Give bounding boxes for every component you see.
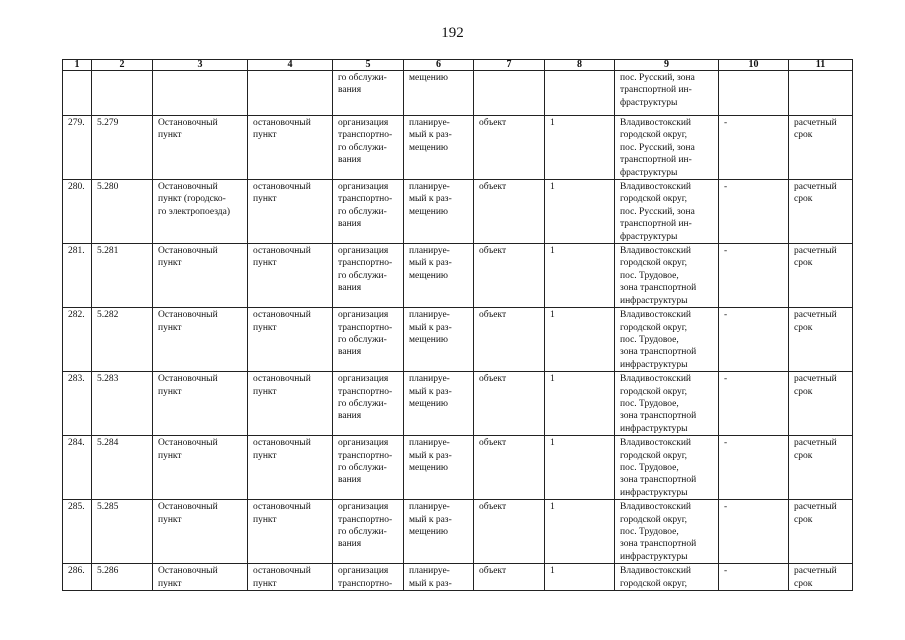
column-header: 1 [63,60,92,71]
column-header: 9 [615,60,719,71]
table-cell [789,71,853,116]
table-cell [615,500,719,564]
status-text: планируе- мый к раз- мещению [409,118,452,153]
location-text: Владивостокский городской округ, пос. Трудовое, зона транспортной инфраструктуры [620,310,697,370]
table-cell [333,244,404,308]
table-cell [615,244,719,308]
table-cell [92,244,153,308]
implementation-period-text: расчетный срок [794,438,837,461]
item-code-text: 5.286 [97,566,119,577]
implementation-period-text: расчетный срок [794,310,837,333]
table-cell [248,564,333,591]
table-cell [789,180,853,244]
table-cell [789,500,853,564]
table-cell [63,564,92,591]
column-header: 11 [789,60,853,71]
implementation-period-text: расчетный срок [794,246,837,269]
table-cell [404,180,474,244]
purpose-text: организация транспортно- го обслужи- вания [338,246,393,294]
item-code-text: 5.285 [97,502,119,513]
table-cell [153,71,248,116]
characteristics-text: - [724,310,728,321]
table-cell [615,71,719,116]
table-cell [92,308,153,372]
table-row [63,436,853,500]
table-cell [615,308,719,372]
table-row [63,180,853,244]
location-text: Владивостокский городской округ, пос. Трудовое, зона транспортной инфраструктуры [620,246,697,306]
table-cell [333,71,404,116]
item-code-text: 5.279 [97,118,119,128]
location-text: пос. Русский, зона транспортной ин- фраструктуры [620,73,695,108]
table-cell [153,308,248,372]
quantity-text: 1 [550,502,555,513]
table-cell [153,372,248,436]
column-header: 6 [404,60,474,71]
purpose-text: организация транспортно- го обслужи- вания [338,502,393,550]
table-cell [333,308,404,372]
table-cell [248,244,333,308]
table-cell [92,180,153,244]
object-name-text: Остановочный пункт [158,438,218,461]
table-cell [474,180,545,244]
table-cell [248,500,333,564]
table-cell [153,244,248,308]
table-cell [333,116,404,180]
object-type-text: остановочный пункт [253,502,311,525]
status-text: мещению [409,73,449,83]
table-cell [545,71,615,116]
table-cell [153,436,248,500]
table-cell [153,500,248,564]
table-cell [474,436,545,500]
quantity-text: 1 [550,310,555,321]
table-cell [719,436,789,500]
unit-text: объект [479,502,507,513]
table-cell [333,372,404,436]
table-row [63,71,853,116]
column-header: 8 [545,60,615,71]
data-table [62,59,853,591]
table-cell [474,308,545,372]
status-text: планируе- мый к раз- мещению [409,182,452,217]
object-type-text: остановочный пункт [253,566,311,589]
table-cell [545,244,615,308]
table-cell [63,116,92,180]
table-cell [615,436,719,500]
object-name-text: Остановочный пункт (городско- го электропоезда) [158,182,230,217]
table-cell [153,564,248,591]
quantity-text: 1 [550,246,555,257]
object-name-text: Остановочный пункт [158,118,218,141]
table-cell [92,436,153,500]
table-cell [333,564,404,591]
column-header: 4 [248,60,333,71]
table-cell [545,308,615,372]
item-code-text: 5.280 [97,182,119,193]
table-cell [404,308,474,372]
table-cell [545,564,615,591]
row-number-text: 281. [68,246,85,257]
table-cell [615,116,719,180]
table-cell [789,564,853,591]
object-name-text: Остановочный пункт [158,374,218,397]
status-text: планируе- мый к раз- мещению [409,374,452,409]
table-cell [545,372,615,436]
table-cell [248,180,333,244]
item-code-text: 5.281 [97,246,119,257]
characteristics-text: - [724,502,728,513]
column-header: 3 [153,60,248,71]
unit-text: объект [479,310,507,321]
implementation-period-text: расчетный срок [794,118,837,141]
table-cell [63,244,92,308]
object-type-text: остановочный пункт [253,118,311,141]
table-cell [404,564,474,591]
characteristics-text: - [724,374,728,385]
table-cell [404,71,474,116]
column-header: 5 [333,60,404,71]
table-cell [404,500,474,564]
status-text: планируе- мый к раз- [409,566,452,589]
table-cell [248,308,333,372]
table-cell [248,116,333,180]
table-cell [615,180,719,244]
purpose-text: организация транспортно- го обслужи- вания [338,438,393,486]
table-cell [545,116,615,180]
item-code-text: 5.283 [97,374,119,385]
location-text: Владивостокский городской округ, пос. Трудовое, зона транспортной инфраструктуры [620,374,697,434]
quantity-text: 1 [550,438,555,449]
table-cell [63,71,92,116]
table-cell [719,500,789,564]
table-cell [153,180,248,244]
characteristics-text: - [724,246,728,257]
table-row [63,116,853,180]
table-cell [92,564,153,591]
table-cell [404,372,474,436]
unit-text: объект [479,246,507,257]
purpose-text: го обслужи- вания [338,73,387,96]
object-name-text: Остановочный пункт [158,566,218,589]
quantity-text: 1 [550,566,555,577]
table-row [63,372,853,436]
table-cell [719,244,789,308]
table-cell [63,500,92,564]
table-cell [719,180,789,244]
row-number-text: 283. [68,374,85,385]
table-cell [92,372,153,436]
table-cell [333,436,404,500]
table-cell [719,564,789,591]
table-cell [153,116,248,180]
location-text: Владивостокский городской округ, пос. Трудовое, зона транспортной инфраструктуры [620,502,697,562]
unit-text: объект [479,438,507,449]
object-type-text: остановочный пункт [253,374,311,397]
row-number-text: 285. [68,502,85,513]
table-cell [789,308,853,372]
table-cell [248,71,333,116]
row-number-text: 282. [68,310,85,321]
status-text: планируе- мый к раз- мещению [409,438,452,473]
table-cell [92,71,153,116]
characteristics-text: - [724,566,728,577]
purpose-text: организация транспортно- го обслужи- вания [338,310,393,358]
column-header: 2 [92,60,153,71]
table-cell [789,116,853,180]
table-cell [404,244,474,308]
table-row [63,564,853,591]
object-type-text: остановочный пункт [253,246,311,269]
column-header: 7 [474,60,545,71]
row-number-text: 284. [68,438,85,449]
status-text: планируе- мый к раз- мещению [409,310,452,345]
table-cell [92,500,153,564]
characteristics-text: - [724,182,728,193]
table-cell [63,436,92,500]
column-header: 10 [719,60,789,71]
table-row [63,308,853,372]
table-cell [719,372,789,436]
table-cell [333,180,404,244]
status-text: планируе- мый к раз- мещению [409,246,452,281]
object-type-text: остановочный пункт [253,438,311,461]
purpose-text: организация транспортно- го обслужи- вания [338,118,393,166]
status-text: планируе- мый к раз- мещению [409,502,452,537]
implementation-period-text: расчетный срок [794,566,837,589]
unit-text: объект [479,118,507,128]
implementation-period-text: расчетный срок [794,182,837,205]
table-cell [719,71,789,116]
object-type-text: остановочный пункт [253,310,311,333]
location-text: Владивостокский городской округ, [620,566,691,589]
table-cell [92,116,153,180]
table-row [63,500,853,564]
table-row [63,244,853,308]
implementation-period-text: расчетный срок [794,502,837,525]
characteristics-text: - [724,118,728,128]
row-number-text: 279. [68,118,85,128]
quantity-text: 1 [550,118,555,128]
table-cell [63,308,92,372]
table-cell [719,308,789,372]
table-cell [248,372,333,436]
row-number-text: 280. [68,182,85,193]
purpose-text: организация транспортно- [338,566,393,589]
table-cell [789,436,853,500]
object-name-text: Остановочный пункт [158,502,218,525]
table-cell [474,564,545,591]
table-cell [63,180,92,244]
table-cell [63,372,92,436]
object-name-text: Остановочный пункт [158,246,218,269]
table-cell [333,500,404,564]
table-cell [545,500,615,564]
object-type-text: остановочный пункт [253,182,311,205]
item-code-text: 5.284 [97,438,119,449]
item-code-text: 5.282 [97,310,119,321]
table-cell [474,500,545,564]
header-row [63,60,853,71]
quantity-text: 1 [550,182,555,193]
table-cell [404,116,474,180]
characteristics-text: - [724,438,728,449]
table-cell [789,372,853,436]
table-cell [474,244,545,308]
purpose-text: организация транспортно- го обслужи- вания [338,374,393,422]
unit-text: объект [479,374,507,385]
object-name-text: Остановочный пункт [158,310,218,333]
table-cell [615,372,719,436]
table-cell [474,116,545,180]
table-cell [248,436,333,500]
table-cell [615,564,719,591]
table-cell [474,372,545,436]
table-cell [545,180,615,244]
row-number-text: 286. [68,566,85,577]
implementation-period-text: расчетный срок [794,374,837,397]
purpose-text: организация транспортно- го обслужи- вания [338,182,393,230]
table-cell [719,116,789,180]
table-cell [545,436,615,500]
table-cell [789,244,853,308]
quantity-text: 1 [550,374,555,385]
table-cell [474,71,545,116]
unit-text: объект [479,182,507,193]
unit-text: объект [479,566,507,577]
location-text: Владивостокский городской округ, пос. Русский, зона транспортной ин- фраструктуры [620,118,695,178]
location-text: Владивостокский городской округ, пос. Трудовое, зона транспортной инфраструктуры [620,438,697,498]
table-cell [404,436,474,500]
location-text: Владивостокский городской округ, пос. Русский, зона транспортной ин- фраструктуры [620,182,695,242]
page-number: 192 [441,25,464,41]
